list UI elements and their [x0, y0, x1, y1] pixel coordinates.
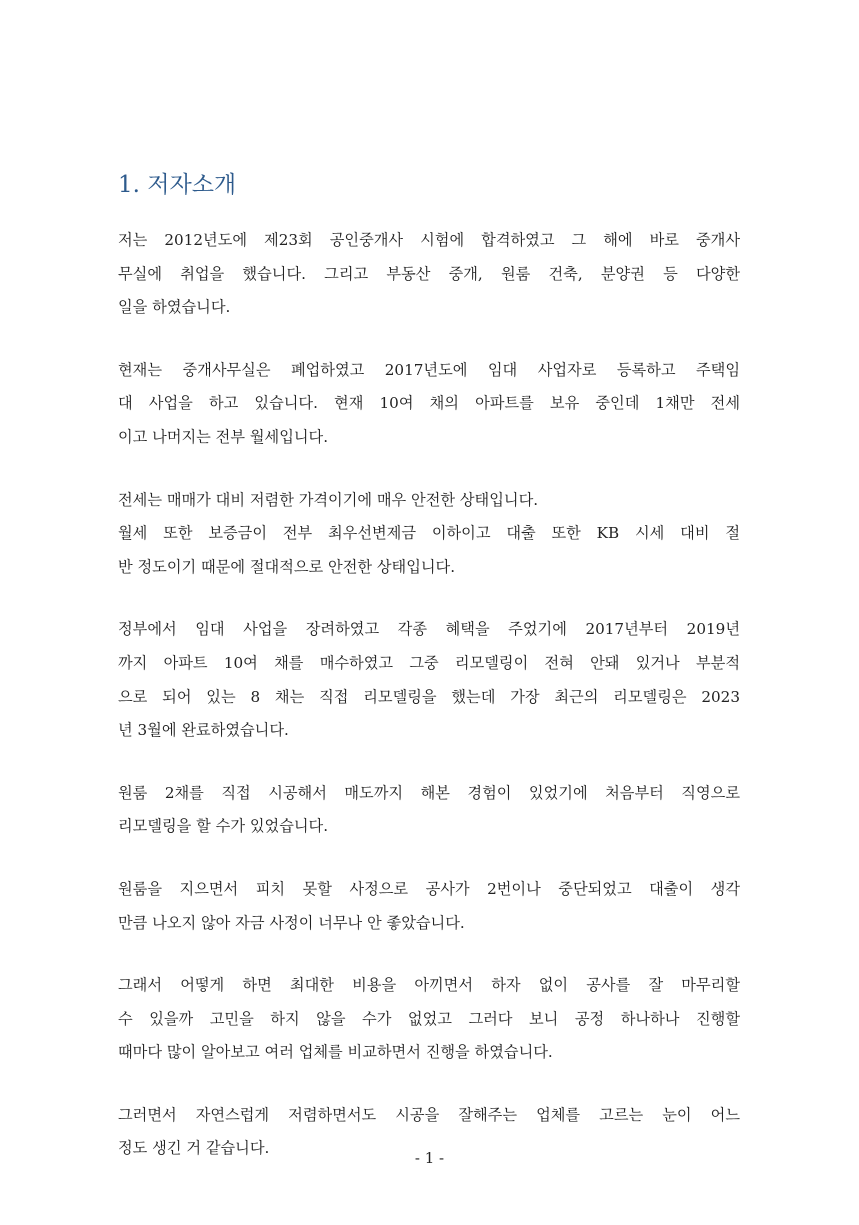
text-line: 일을 하였습니다.: [118, 298, 231, 317]
text-line: 현재는 중개사무실은 폐업하였고 2017년도에 임대 사업자로 등록하고 주택임: [118, 360, 740, 379]
text-line: 때마다 많이 알아보고 여러 업체를 비교하면서 진행을 하였습니다.: [118, 1043, 553, 1062]
text-line: 전세는 매매가 대비 저렴한 가격이기에 매우 안전한 상태입니다.: [118, 490, 539, 509]
text-line: 수 있을까 고민을 하지 않을 수가 없었고 그러다 보니 공정 하나하나 진행할: [118, 1009, 740, 1028]
text-line: 까지 아파트 10여 채를 매수하였고 그중 리모델링이 전혀 안돼 있거나 부분적: [118, 653, 740, 672]
text-line: 그러면서 자연스럽게 저렴하면서도 시공을 잘해주는 업체를 고르는 눈이 어느: [118, 1105, 740, 1124]
text-line: 으로 되어 있는 8 채는 직접 리모델링을 했는데 가장 최근의 리모델링은 2023: [118, 687, 740, 706]
paragraph: [118, 484, 740, 585]
paragraph: [118, 224, 740, 325]
text-line: 그래서 어떻게 하면 최대한 비용을 아끼면서 하자 없이 공사를 잘 마무리할: [118, 976, 740, 995]
text-line: 반 정도이기 때문에 절대적으로 안전한 상태입니다.: [118, 557, 456, 576]
text-line: 정부에서 임대 사업을 장려하였고 각종 혜택을 주었기에 2017년부터 2019년: [118, 620, 740, 639]
text-line: 월세 또한 보증금이 전부 최우선변제금 이하이고 대출 또한 KB 시세 대비 절: [118, 524, 740, 543]
text-line: 만큼 나오지 않아 자금 사정이 너무나 안 좋았습니다.: [118, 913, 465, 932]
text-line: 정도 생긴 거 같습니다.: [118, 1139, 270, 1158]
text-line: 원룸을 지으면서 피치 못할 사정으로 공사가 2번이나 중단되었고 대출이 생각: [118, 879, 740, 898]
text-line: 원룸 2채를 직접 시공해서 매도까지 해본 경험이 있었기에 처음부터 직영으로: [118, 783, 740, 802]
text-line: 년 3월에 완료하였습니다.: [118, 721, 289, 740]
paragraph: [118, 969, 740, 1070]
paragraph: [118, 777, 740, 844]
page-number: - 1 -: [414, 1149, 445, 1167]
text-line: 리모델링을 할 수가 있었습니다.: [118, 817, 329, 836]
section-heading: 1. 저자소개: [118, 172, 237, 198]
paragraph: [118, 354, 740, 455]
text-line: 대 사업을 하고 있습니다. 현재 10여 채의 아파트를 보유 중인데 1채만 전세: [118, 394, 740, 413]
text-line: 저는 2012년도에 제23회 공인중개사 시험에 합격하였고 그 해에 바로 중개사: [118, 231, 740, 249]
paragraph: [118, 613, 740, 747]
text-line: 무실에 취업을 했습니다. 그리고 부동산 중개, 원룸 건축, 분양권 등 다양한: [118, 264, 740, 283]
body-text: [118, 224, 740, 1195]
text-line: 이고 나머지는 전부 월세입니다.: [118, 427, 329, 446]
paragraph: [118, 873, 740, 940]
